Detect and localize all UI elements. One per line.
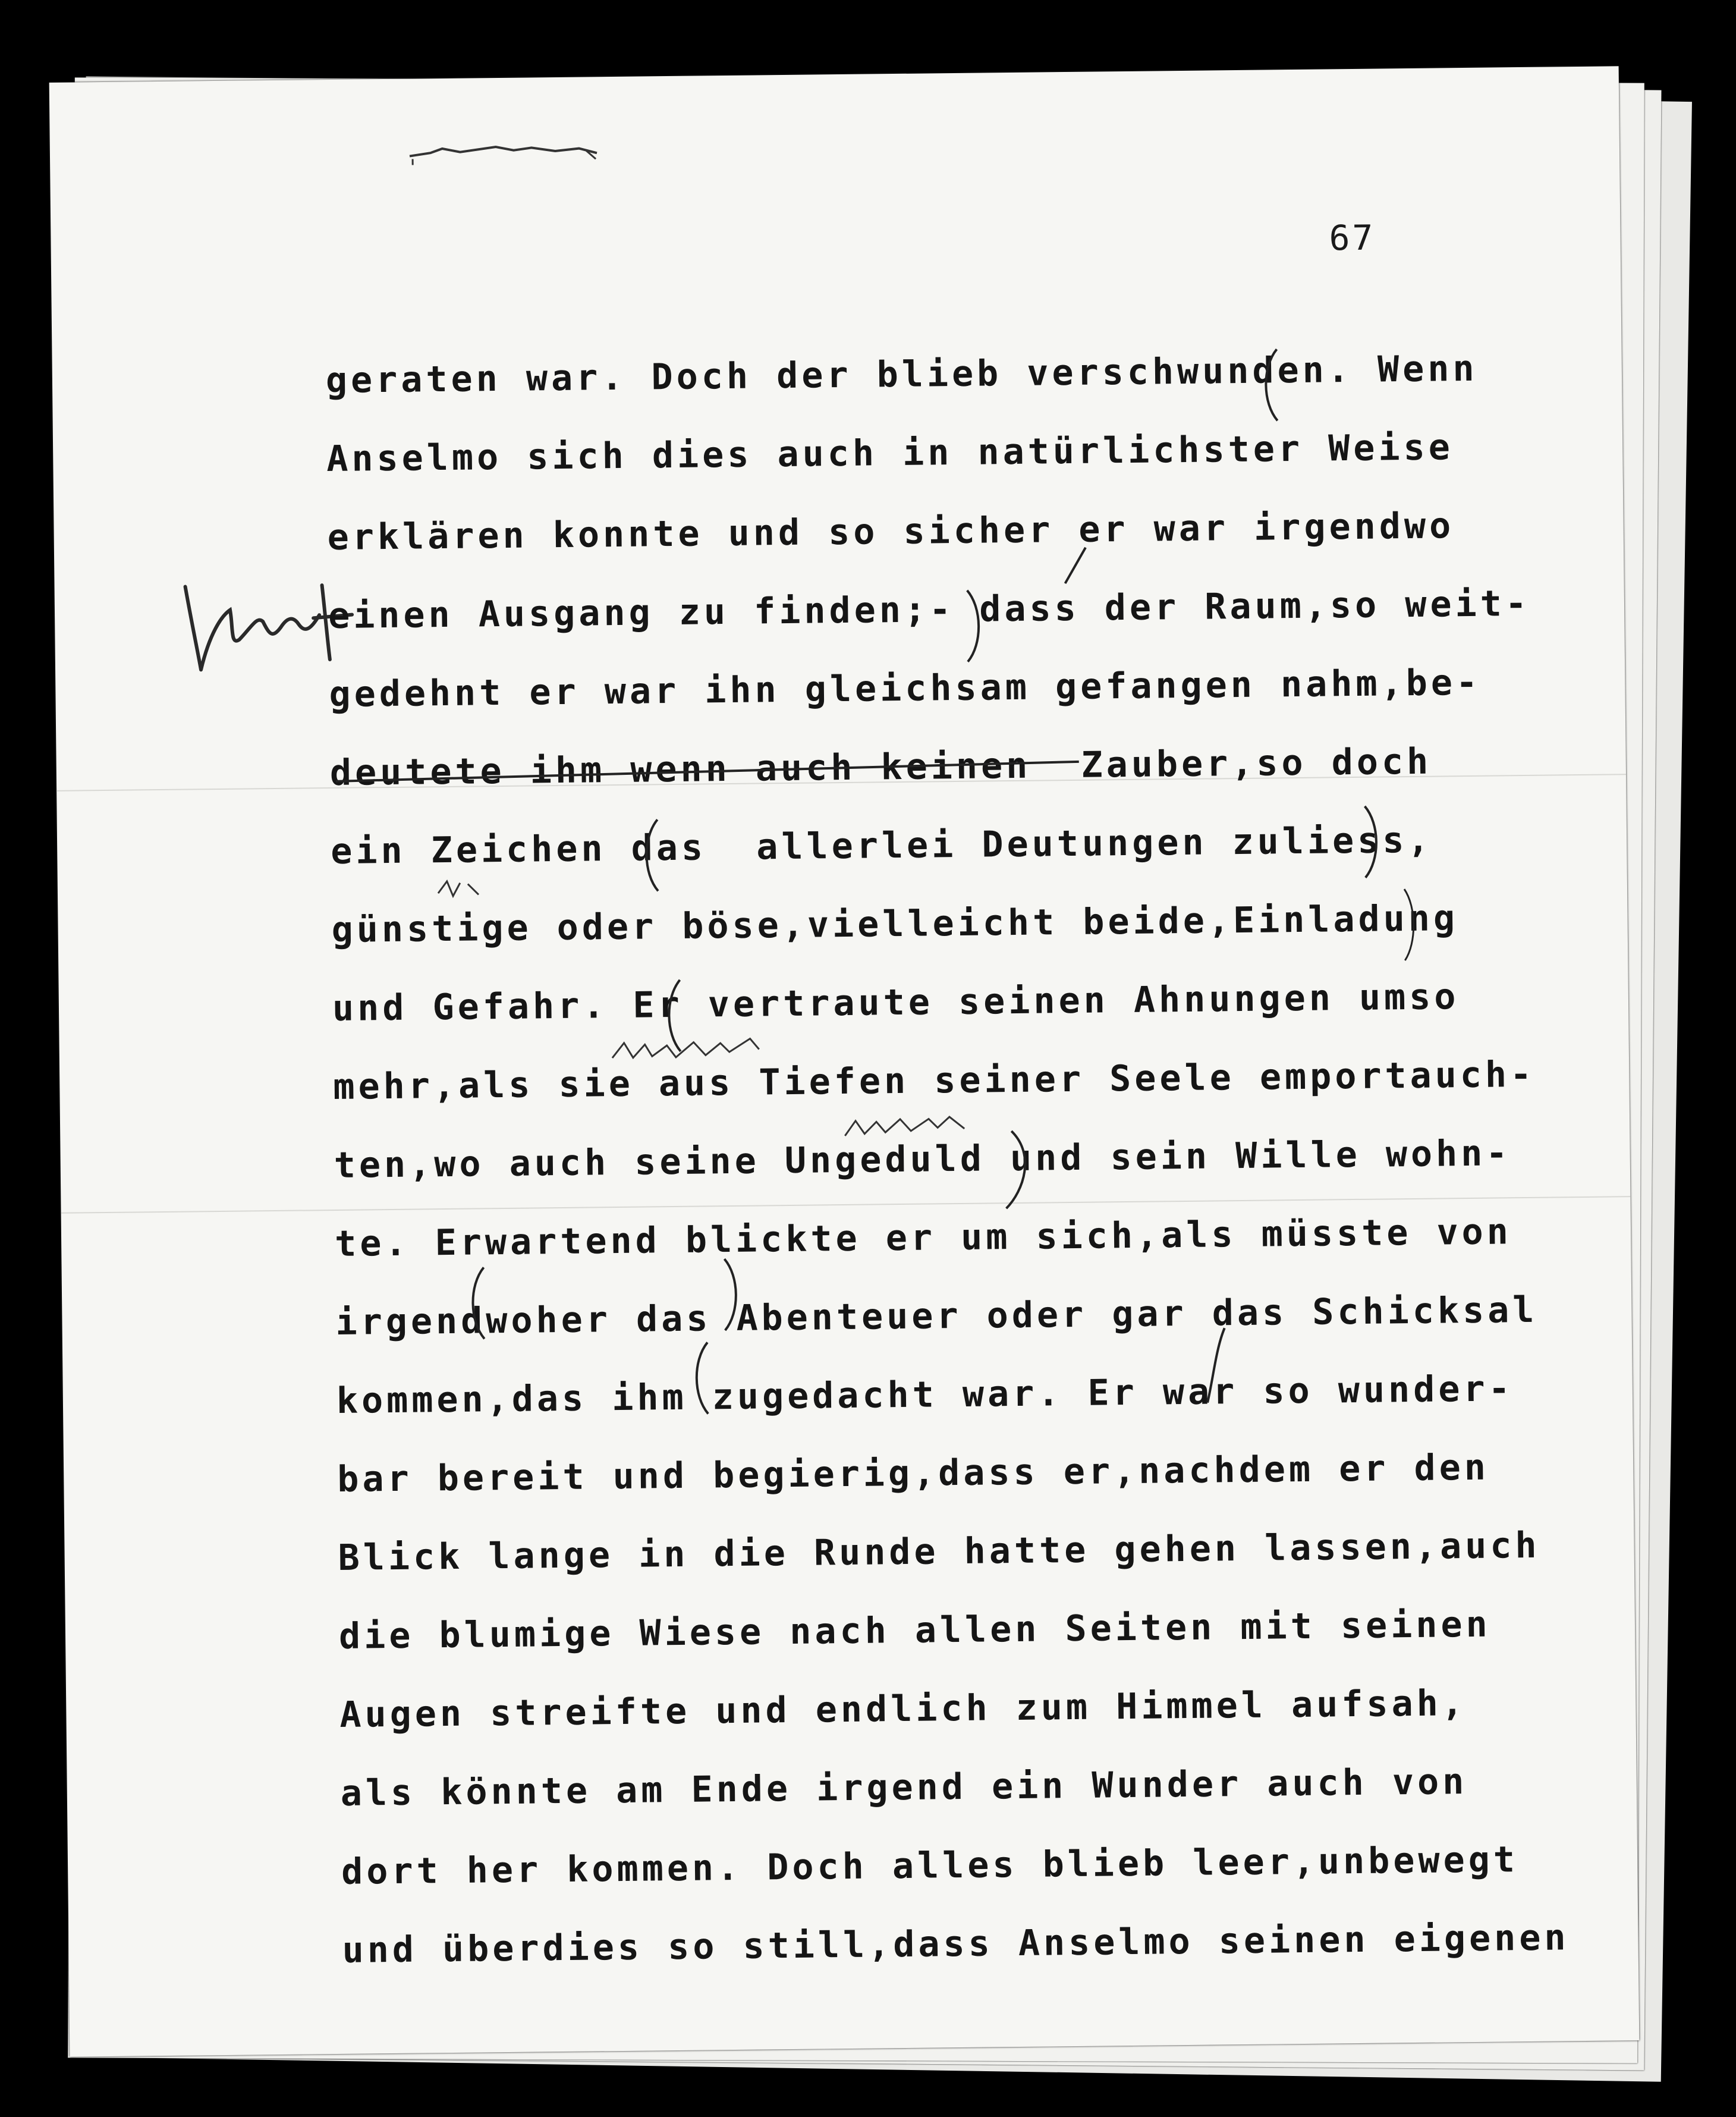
text-line: dort her kommen. Doch alles blieb leer,unbewegt	[341, 1839, 1519, 1893]
text-line: günstige oder böse,vielleicht beide,Einladung	[331, 897, 1459, 951]
text-line: ten,wo auch seine Ungeduld und sein Wille wohn-	[334, 1132, 1511, 1186]
text-line: einen Ausgang zu finden;- dass der Raum,so weit-	[328, 582, 1531, 637]
text-line: als könnte am Ende irgend ein Wunder auch von	[340, 1761, 1468, 1814]
text-line: die blumige Wiese nach allen Seiten mit seinen	[338, 1603, 1492, 1657]
text-line: bar bereit und begierig,dass er,nachdem er den	[336, 1446, 1490, 1500]
text-line: Augen streifte und endlich zum Himmel aufsah,	[339, 1682, 1467, 1736]
text-line: deutete ihm wenn auch keinen Zauber,so doch	[329, 740, 1432, 794]
text-line: geraten war. Doch der blieb verschwunden. Wenn	[325, 347, 1478, 402]
text-line: kommen,das ihm zugedacht war. Er war so wunder-	[336, 1368, 1514, 1422]
text-line: gedehnt er war ihn gleichsam gefangen nahm,be-	[329, 661, 1482, 716]
body-text	[325, 328, 1591, 1990]
text-line: ein Zeichen das allerlei Deutungen zuliess,	[330, 819, 1433, 873]
text-line: und Gefahr. Er vertraute seinen Ahnungen umso	[332, 976, 1460, 1030]
text-line: Blick lange in die Runde hatte gehen lassen,auch	[338, 1524, 1540, 1579]
text-line: und überdies so still,dass Anselmo seinen eigenen	[342, 1917, 1570, 1971]
page-number: 67	[1329, 217, 1376, 259]
top-scribble-mark	[407, 130, 603, 168]
typewritten-page	[49, 66, 1640, 2056]
text-line: erklären konnte und so sicher er war irgendwo	[327, 505, 1455, 559]
text-line: te. Erwartend blickte er um sich,als müsste von	[334, 1211, 1512, 1265]
text-line: mehr,als sie aus Tiefen seiner Seele emportauch-	[333, 1053, 1536, 1108]
text-line: irgendwoher das Abenteuer oder gar das Schicksal	[335, 1289, 1538, 1343]
text-line: Anselmo sich dies auch in natürlichster Weise	[326, 426, 1454, 480]
